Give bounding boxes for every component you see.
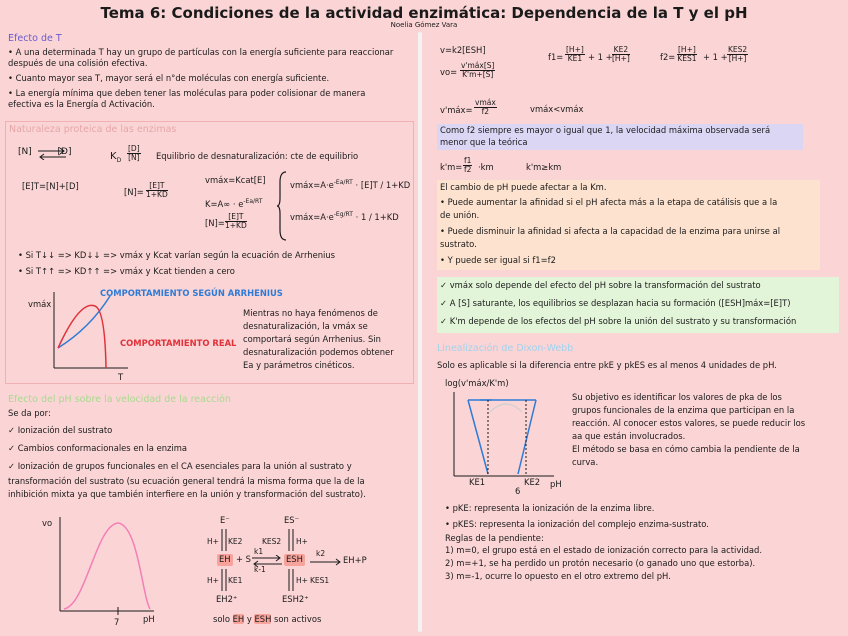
scheme-e-minus: E⁻	[220, 515, 230, 525]
dixon-6: 6	[515, 486, 521, 496]
km-tail: ·km	[478, 162, 494, 172]
scheme-kes1: KES1	[310, 576, 330, 585]
scheme-esh2: ESH2⁺	[282, 594, 309, 604]
check-icon: ✓	[8, 461, 16, 471]
scheme-eh2: EH2⁺	[216, 594, 238, 604]
vo-fraction: v'máx[S] K'm+[S]	[461, 61, 495, 79]
arr-ylabel: vmáx	[28, 299, 52, 309]
scheme-ehp: EH+P	[343, 555, 367, 565]
n2-fraction: $\frac{[E]T}{1+KD}$	[225, 212, 247, 230]
check-icon: ✓	[440, 298, 448, 308]
dixon-text-3: reacción. Al conocer estos valores, se puede reducir los	[572, 418, 806, 428]
pk-bullet-2: • pKES: representa la ionización del complejo enzima-sustrato.	[445, 519, 709, 529]
f2-frac-a: [H+] KES1	[677, 45, 697, 63]
v-eq: v=k2[ESH]	[440, 45, 486, 55]
como-f2-1: Como f2 siempre es mayor o igual que 1, la velocidad máxima observada será	[440, 125, 771, 135]
efecto-ph-check-3: ✓ Ionización de grupos funcionales en el CA esenciales para la unión al sustrato y	[8, 461, 352, 471]
scheme-vertical-arrows	[219, 525, 319, 599]
heading-efecto-t: Efecto de T	[8, 33, 62, 44]
explanation-1: Mientras no haya fenómenos de	[243, 308, 378, 318]
check-icon: ✓	[440, 280, 448, 290]
arrhenius-label: COMPORTAMIENTO SEGÚN ARRHENIUS	[100, 288, 283, 298]
real-label: COMPORTAMIENTO REAL	[120, 338, 237, 348]
efecto-t-line-3: • Cuanto mayor sea T, mayor será el n°de moléculas con energía suficiente.	[8, 73, 330, 83]
vmax-a2: $vmáx=A\cdot e^{-Eg/RT} \cdot 1 / 1+KD$	[290, 211, 399, 222]
scheme-k1: k1	[254, 547, 264, 556]
dixon-text-4: aa que están involucrados.	[572, 431, 686, 441]
page-title: Tema 6: Condiciones de la actividad enzimática: Dependencia de la T y el pH	[100, 4, 748, 22]
vmaxp-ineq: vmáx<vmáx	[530, 104, 584, 114]
regla-2: 2) m=+1, se ha perdido un protón necesario (o ganado uno que estorba).	[445, 558, 756, 568]
scheme-ke1: KE1	[228, 576, 243, 585]
f2-frac-b: KES2 [H+]	[728, 45, 748, 63]
bell-graph	[56, 515, 156, 615]
heading-naturaleza: Naturaleza proteica de las enzimas	[9, 124, 177, 135]
dixon-ke1: KE1	[469, 477, 486, 487]
scheme-h2: H+	[296, 537, 308, 546]
dixon-text-1: Su objetivo es identificar los valores de pka de los	[572, 392, 782, 402]
km-fraction: $\frac{f1}{f2}$	[464, 156, 472, 174]
como-f2-2: menor que la teórica	[440, 137, 528, 147]
check-icon: ✓	[8, 443, 16, 453]
efecto-t-line-4: • La energía mínima que deben tener las moléculas para poder colisionar de manera	[8, 88, 366, 98]
efecto-t-line-2: después de una colisión efectiva.	[8, 58, 148, 68]
cambio-ph-1: El cambio de pH puede afectar a la Km.	[440, 182, 607, 192]
scheme-h1: H+	[207, 537, 219, 546]
right-check-1: ✓ vmáx solo depende del efecto del pH sobre la transformación del sustrato	[440, 280, 761, 290]
vo-lhs: vo=	[440, 67, 458, 77]
scheme-h3: H+	[207, 576, 219, 585]
pk-bullet-1: • pKE: representa la ionización de la enzima libre.	[445, 503, 655, 513]
equilibrium-arrows-icon	[36, 148, 68, 160]
scheme-s: + S	[236, 554, 251, 564]
dixon-text-6: curva.	[572, 457, 599, 467]
f1-frac-b: $\frac{KE2}{[H+]}$	[612, 45, 630, 63]
cambio-ph-3: de unión.	[440, 210, 480, 220]
explanation-4: desnaturalización podemos obtener	[243, 347, 394, 357]
right-check-3: ✓ K'm depende de los efectos del pH sobre la unión del sustrato y su transformación	[440, 316, 797, 326]
km-ineq: k'm≥km	[526, 162, 562, 172]
f2-lhs: f2=	[660, 52, 676, 62]
f2-mid: + 1 +	[703, 52, 728, 62]
heading-dixon: Linealización de Dixon-Webb	[437, 343, 574, 354]
check-icon: ✓	[8, 425, 16, 435]
scheme-es-minus: ES⁻	[284, 515, 300, 525]
si-bullet-2: • Si T↑↑ => KD↑↑ => vmáx y Kcat tienden a cero	[18, 266, 235, 276]
cambio-ph-6: • Y puede ser igual si f1=f2	[440, 255, 556, 265]
dixon-graph	[450, 390, 560, 486]
n-eq2-lhs: [N]=	[205, 218, 225, 228]
scheme-ke2: KE2	[228, 537, 243, 546]
cambio-ph-5: sustrato.	[440, 239, 477, 249]
solo-activos: solo EH y ESH son activos	[213, 614, 322, 624]
check-icon: ✓	[440, 316, 448, 326]
dixon-left-slope	[468, 400, 488, 474]
efecto-ph-check-1: ✓ Ionización del sustrato	[8, 425, 113, 435]
heading-efecto-ph: Efecto del pH sobre la velocidad de la reacción	[8, 394, 231, 405]
regla-3: 3) m=-1, ocurre lo opuesto en el otro extremo del pH.	[445, 571, 671, 581]
vmaxp-lhs: v'máx=	[440, 105, 473, 115]
bell-curve	[64, 523, 150, 609]
eq-n-d: [N] [D]	[18, 147, 72, 157]
vmax-kcat: vmáx=Kcat[E]	[205, 175, 266, 185]
right-check-2: ✓ A [S] saturante, los equilibrios se desplazan hacia su formación ([ESH]máx=[E]T)	[440, 298, 791, 308]
brace-icon	[276, 170, 288, 242]
explanation-5: Ea y parámetros cinéticos.	[243, 360, 355, 370]
real-curve	[58, 305, 106, 368]
explanation-2: desnaturalización, la vmáx se	[243, 321, 368, 331]
dixon-intro: Solo es aplicable si la diferencia entre pkE y pkES es al menos 4 unidades de pH.	[437, 360, 777, 370]
si-bullet-1: • Si T↓↓ => KD↓↓ => vmáx y Kcat varían según la ecuación de Arrhenius	[18, 250, 336, 260]
scheme-eh: EH	[219, 554, 231, 564]
f1-mid: + 1 +	[588, 52, 613, 62]
kd-symbol: $K_D$	[110, 151, 122, 164]
author: Noelia Gómez Vara	[390, 21, 458, 29]
scheme-km1: k-1	[254, 565, 266, 574]
efecto-t-line-5: efectiva es la Energía d Activación.	[8, 99, 155, 109]
cambio-ph-2: • Puede aumentar la afinidad si el pH afecta más a la etapa de catálisis que a la	[440, 197, 778, 207]
efecto-t-line-1: • A una determinada T hay un grupo de partículas con la energía suficiente para reaccionar	[8, 47, 394, 57]
scheme-h4: H+	[296, 576, 308, 585]
dixon-ke2: KE2	[524, 477, 541, 487]
vmax-a1: $vmáx=A\cdot e^{-Ea/RT} \cdot [E]T / 1+KD$	[290, 179, 411, 190]
kd-fraction: $\frac{[D]}{[N]}$	[128, 144, 140, 162]
km-lhs: k'm=	[440, 162, 463, 172]
efecto-ph-check-2: ✓ Cambios conformacionales en la enzima	[8, 443, 188, 453]
f1-lhs: f1=	[548, 52, 564, 62]
k-arrhenius: $K=A\infty \cdot e^{-Ea/RT}$	[205, 198, 263, 209]
regla-1: 1) m=0, el grupo está en el estado de ionización correcto para la actividad.	[445, 545, 763, 555]
scheme-kes2: KES2	[262, 537, 282, 546]
cambio-ph-4: • Puede disminuir la afinidad si afecta a la capacidad de la enzima para unirse al	[440, 226, 781, 236]
n-fraction: $\frac{[E]T}{1+KD}$	[146, 181, 168, 199]
column-divider	[418, 32, 422, 632]
bell-tick: 7	[114, 617, 120, 627]
dixon-xlabel: pH	[550, 479, 562, 489]
efecto-ph-cont-2: inhibición mixta ya que también interfiere en la unión y transformación del sustrato).	[8, 489, 366, 499]
scheme-esh: ESH	[286, 554, 303, 564]
bell-ylabel: vo	[42, 518, 53, 528]
arrhenius-graph	[50, 288, 130, 374]
n-eq-lhs: [N]=	[124, 187, 144, 197]
explanation-3: comportará según Arrhenius. Sin	[243, 334, 381, 344]
scheme-k2: k2	[316, 549, 326, 558]
dixon-text-5: El método se basa en cómo cambia la pendiente de la	[572, 444, 800, 454]
equilibrio-text: Equilibrio de desnaturalización: cte de equilibrio	[156, 151, 359, 161]
efecto-ph-intro: Se da por:	[8, 408, 51, 418]
arr-xlabel: T	[118, 372, 124, 382]
dixon-text-2: grupos funcionales de la enzima que participan en la	[572, 405, 795, 415]
reglas-title: Reglas de la pendiente:	[445, 533, 544, 543]
et-sum: [E]T=[N]+[D]	[22, 181, 79, 191]
bell-xlabel: pH	[143, 614, 155, 624]
vmaxp-fraction: vmáx f2	[475, 98, 496, 116]
dixon-ylabel: log(v'máx/K'm)	[445, 378, 509, 388]
efecto-ph-cont-1: transformación del sustrato (su ecuación general tendrá la misma forma que la de la	[8, 476, 365, 486]
f1-frac-a: $\frac{[H+]}{KE1}$	[566, 45, 584, 63]
